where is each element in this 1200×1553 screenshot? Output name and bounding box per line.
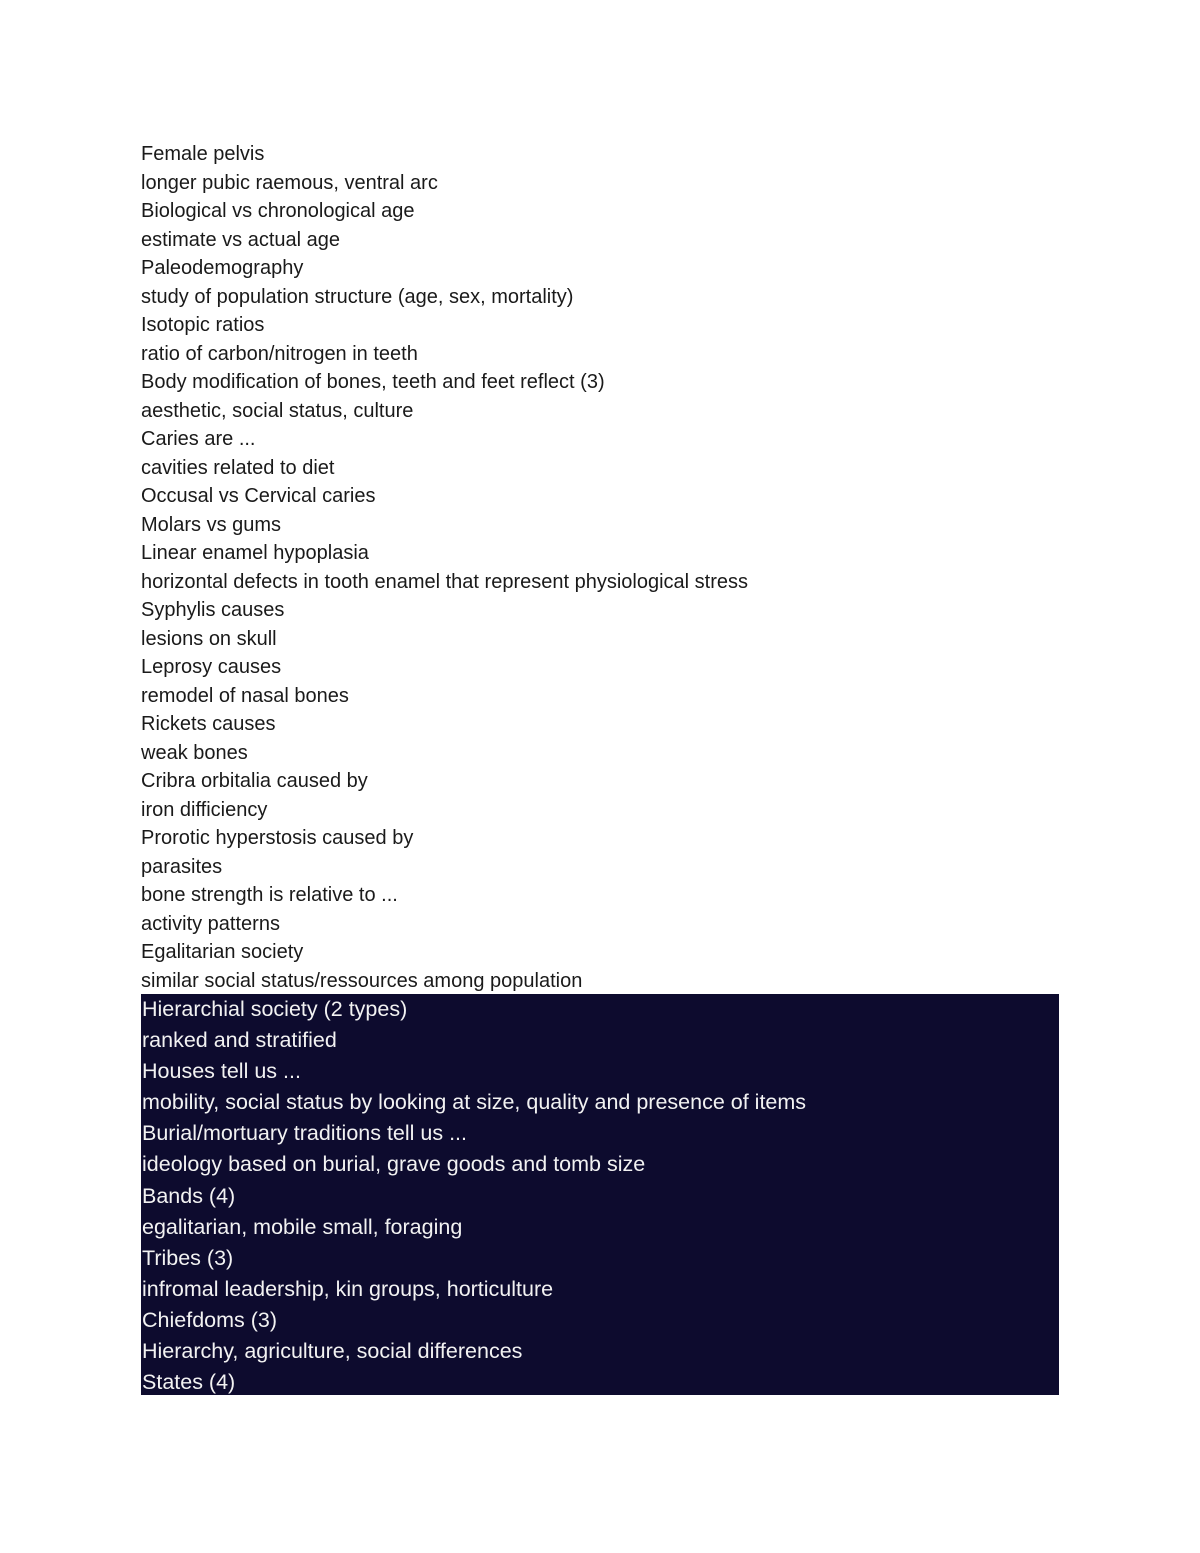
highlighted-line: Hierarchy, agriculture, social differences <box>142 1339 523 1364</box>
highlighted-line: Chiefdoms (3) <box>142 1307 278 1332</box>
note-line: Prorotic hyperstosis caused by <box>141 827 414 849</box>
note-line: Egalitarian society <box>141 941 304 963</box>
note-line: longer pubic raemous, ventral arc <box>141 171 438 194</box>
highlighted-line: Tribes (3) <box>142 1245 234 1270</box>
note-line: Leprosy causes <box>141 656 282 678</box>
note-line: Syphylis causes <box>141 599 285 621</box>
note-line: weak bones <box>141 741 248 764</box>
note-line: cavities related to diet <box>141 456 335 479</box>
notes-plain-section <box>141 140 1059 995</box>
note-line: Molars vs gums <box>141 513 282 536</box>
highlighted-line: States (4) <box>142 1370 236 1395</box>
highlighted-line: ranked and stratified <box>142 1028 337 1053</box>
note-line: Linear enamel hypoplasia <box>141 542 369 564</box>
note-line: Occusal vs Cervical caries <box>141 485 376 507</box>
highlighted-line: Bands (4) <box>142 1183 236 1208</box>
highlighted-line: Burial/mortuary traditions tell us ... <box>142 1121 468 1146</box>
note-line: Paleodemography <box>141 257 304 279</box>
note-line: activity patterns <box>141 912 280 935</box>
highlighted-line: Houses tell us ... <box>142 1059 301 1084</box>
note-line: Female pelvis <box>141 143 265 165</box>
note-line: Body modification of bones, teeth and feet reflect (3) <box>141 371 605 393</box>
highlighted-line: Hierarchial society (2 types) <box>142 997 408 1021</box>
highlighted-section <box>141 994 1059 1395</box>
note-line: parasites <box>141 855 223 878</box>
highlighted-line: egalitarian, mobile small, foraging <box>142 1214 463 1239</box>
note-line: Isotopic ratios <box>141 314 265 336</box>
note-line: Cribra orbitalia caused by <box>141 770 368 792</box>
note-line: ratio of carbon/nitrogen in teeth <box>141 342 418 365</box>
note-line: bone strength is relative to ... <box>141 884 398 906</box>
note-line: Biological vs chronological age <box>141 200 415 222</box>
note-line: remodel of nasal bones <box>141 684 349 707</box>
note-line: similar social status/ressources among population <box>141 969 583 992</box>
note-line: iron difficiency <box>141 798 268 821</box>
note-line: horizontal defects in tooth enamel that represent physiological stress <box>141 570 749 593</box>
highlighted-line: infromal leadership, kin groups, horticulture <box>142 1276 554 1301</box>
highlighted-line: mobility, social status by looking at size, quality and presence of items <box>142 1090 807 1115</box>
note-line: aesthetic, social status, culture <box>141 399 414 422</box>
note-line: estimate vs actual age <box>141 228 340 251</box>
note-line: Caries are ... <box>141 428 256 450</box>
note-line: lesions on skull <box>141 627 277 650</box>
highlighted-line: ideology based on burial, grave goods and tomb size <box>142 1152 646 1177</box>
note-line: Rickets causes <box>141 713 276 735</box>
note-line: study of population structure (age, sex, mortality) <box>141 285 574 308</box>
